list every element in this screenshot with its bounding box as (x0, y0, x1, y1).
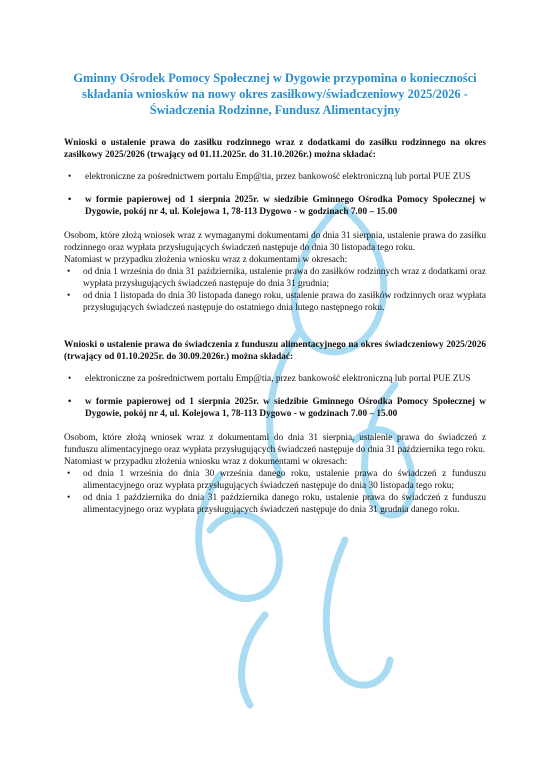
periods-list (64, 266, 486, 314)
period-item: • od dnia 1 października do dnia 31 października danego roku, ustalenie prawa do świadczeń z funduszu alimentacyjnego oraz wypłata przysługujących świadczeń następuje do dnia 31 grudnia danego roku. (64, 492, 486, 516)
submission-options (64, 373, 486, 420)
section-lead: Wnioski o ustalenie prawa do świadczenia z funduszu alimentacyjnego na okres świadczeniowy 2025/2026 (trwający od 01.10.2025r. do 30.09.2026r.) można składać: (64, 339, 486, 362)
period-item: • od dnia 1 listopada do dnia 30 listopada danego roku, ustalenie prawa do zasiłków rodzinnych oraz wypłata przysługujących świadczeń następuje do ostatniego dnia lutego następnego roku. (64, 290, 486, 314)
section-lead: Wnioski o ustalenie prawa do zasiłku rodzinnego wraz z dodatkami do zasiłku rodzinnego na okres zasiłkowy 2025/2026 (trwający od 01.11.2025r. do 31.10.2026r.) można składać: (64, 137, 486, 160)
period-item: • od dnia 1 września do dnia 30 września danego roku, ustalenie prawa do świadczeń z funduszu alimentacyjnego oraz wypłata przysługujących świadczeń następuje do dnia 30 listopada tego roku; (64, 468, 486, 492)
section-alimony-fund (64, 339, 486, 517)
page-title: Gminny Ośrodek Pomocy Społecznej w Dygowie przypomina o konieczności składania wniosków na nowy okres zasiłkowy/świadczeniowy 2025/2026 - Świadczenia Rodzinne, Fundusz Alimentacyjny (73, 71, 477, 118)
periods-list (64, 468, 486, 516)
watermark-stroke (242, 615, 265, 705)
option-electronic: • elektroniczne za pośrednictwem portalu Emp@tia, przez bankowość elektroniczną lub portal PUE ZUS (64, 171, 486, 183)
watermark-stroke (326, 540, 390, 685)
deadline-paragraph: Osobom, które złożą wniosek wraz z dokumentami do dnia 31 sierpnia, ustalenie prawa do świadczeń z funduszu alimentacyjnego oraz wypłata przysługujących świadczeń następuje do dnia 31 października tego roku. (64, 432, 486, 455)
option-paper: • w formie papierowej od 1 sierpnia 2025r. w siedzibie Gminnego Ośrodka Pomocy Społecznej w Dygowie, pokój nr 4, ul. Kolejowa 1, 78-113 Dygowo - w godzinach 7.00 – 15.00 (64, 396, 486, 420)
option-paper: • w formie papierowej od 1 sierpnia 2025r. w siedzibie Gminnego Ośrodka Pomocy Społecznej w Dygowie, pokój nr 4, ul. Kolejowa 1, 78-113 Dygowo - w godzinach 7.00 – 15.00 (64, 194, 486, 218)
section-family-benefits (64, 137, 486, 315)
submission-options (64, 171, 486, 218)
document-content (64, 70, 486, 516)
option-electronic: • elektroniczne za pośrednictwem portalu Emp@tia, przez bankowość elektroniczną lub portal PUE ZUS (64, 373, 486, 385)
deadline-paragraph: Osobom, które złożą wniosek wraz z wymaganymi dokumentami do dnia 31 sierpnia, ustalenie prawa do zasiłku rodzinnego oraz wypłata przysługujących świadczeń następuje do dnia 30 listopada tego roku. (64, 230, 486, 253)
period-item: • od dnia 1 września do dnia 31 października, ustalenie prawa do zasiłków rodzinnych wraz z dodatkami oraz wypłata przysługujących świadczeń następuje do dnia 31 grudnia; (64, 266, 486, 290)
periods-intro: Natomiast w przypadku złożenia wniosku wraz z dokumentami w okresach: (64, 255, 348, 266)
periods-intro: Natomiast w przypadku złożenia wniosku wraz z dokumentami w okresach: (64, 457, 348, 468)
